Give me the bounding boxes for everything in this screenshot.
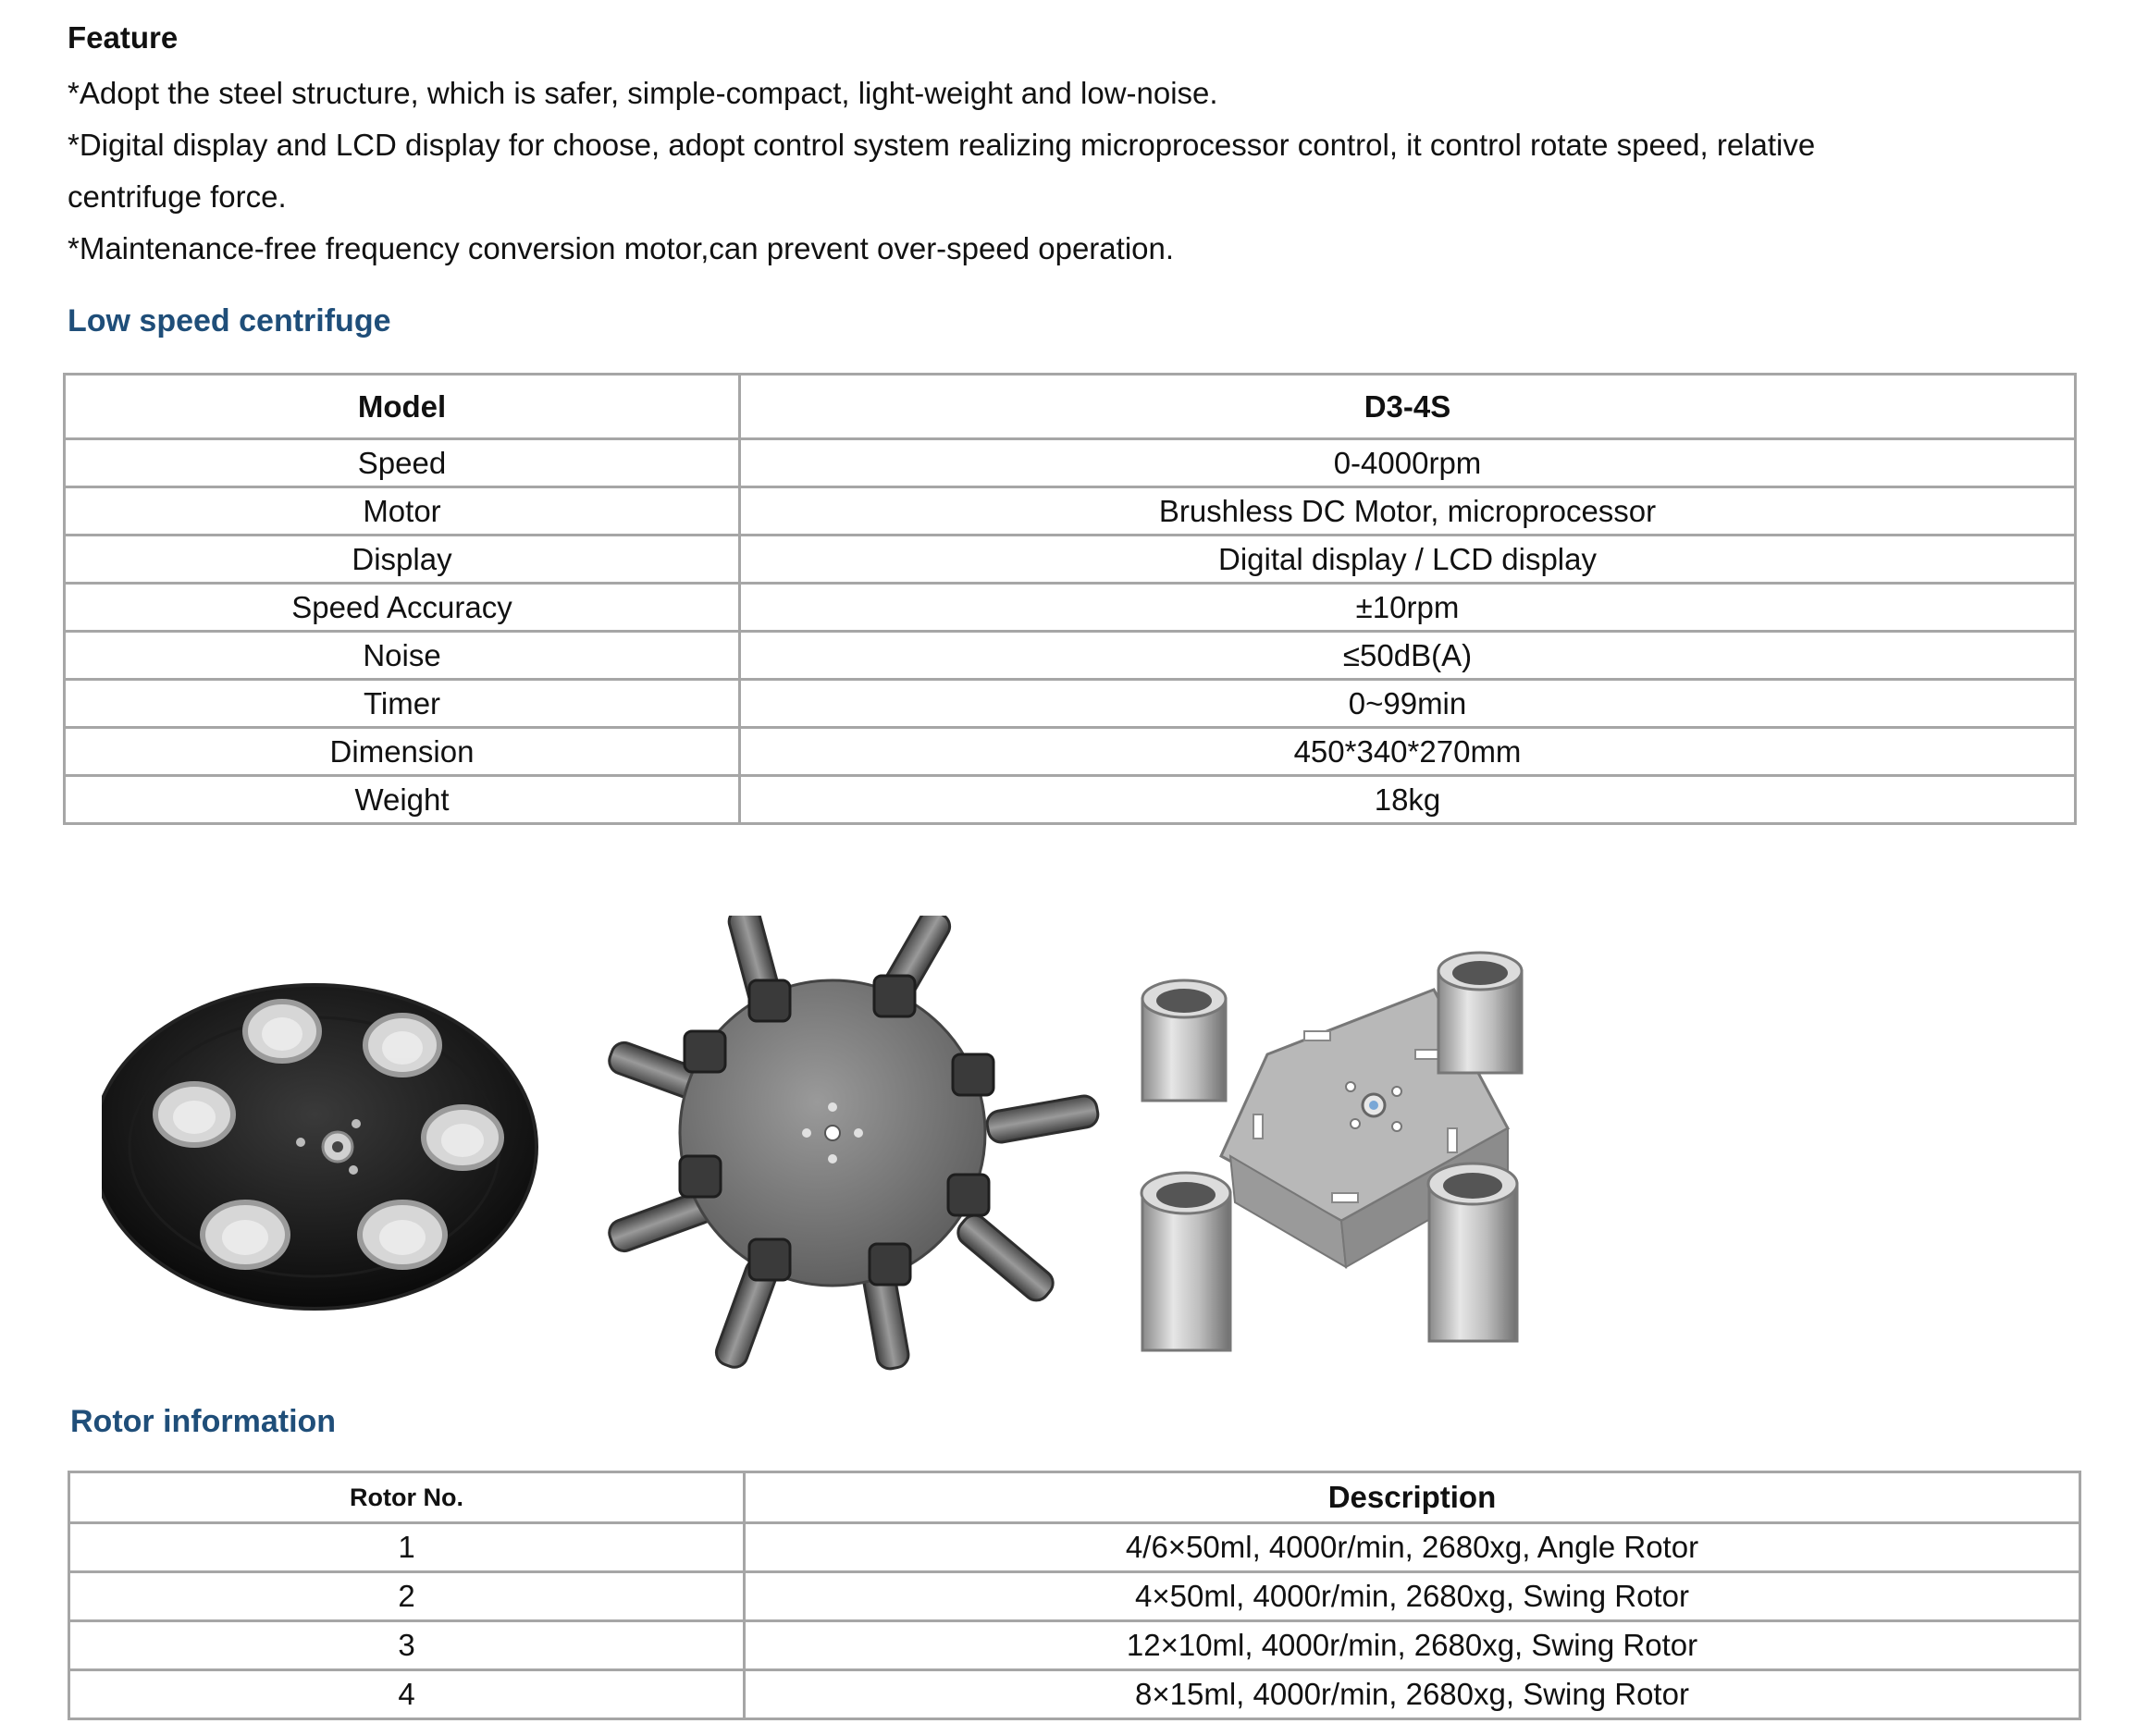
rotor-header-row: [69, 1472, 2080, 1523]
rotor-header-description: Description: [745, 1472, 2080, 1523]
spec-label: Noise: [65, 632, 740, 680]
table-row: [69, 1572, 2080, 1621]
spec-heading: Low speed centrifuge: [68, 303, 391, 339]
table-row: [65, 728, 2076, 776]
spec-value: ±10rpm: [740, 584, 2076, 632]
tube-rotor-image: [606, 916, 1100, 1371]
spec-label: Speed: [65, 439, 740, 487]
spec-value: Digital display / LCD display: [740, 536, 2076, 584]
feature-line-4: *Maintenance-free frequency conversion motor,can prevent over-speed operation.: [68, 231, 1175, 265]
spec-label: Timer: [65, 680, 740, 728]
spec-value: Brushless DC Motor, microprocessor: [740, 487, 2076, 536]
rotor-header-no: Rotor No.: [69, 1472, 745, 1523]
spec-label: Motor: [65, 487, 740, 536]
table-row: [69, 1621, 2080, 1670]
rotor-description: 4/6×50ml, 4000r/min, 2680xg, Angle Rotor: [745, 1523, 2080, 1572]
rotor-photos: [102, 916, 1563, 1378]
rotor-no: 3: [69, 1621, 745, 1670]
spec-label: Dimension: [65, 728, 740, 776]
table-row: [65, 439, 2076, 487]
rotor-heading: Rotor information: [70, 1404, 337, 1439]
spec-value: ≤50dB(A): [740, 632, 2076, 680]
spec-header-model: Model: [65, 375, 740, 439]
angle-rotor-image: [102, 985, 537, 1309]
spec-table: [63, 373, 2077, 825]
table-row: [69, 1670, 2080, 1719]
spec-value: 0-4000rpm: [740, 439, 2076, 487]
rotor-no: 2: [69, 1572, 745, 1621]
rotor-table: [68, 1471, 2081, 1720]
feature-line-2: *Digital display and LCD display for choose, adopt control system realizing microprocessor control, it control rotate speed, relative: [68, 128, 1816, 162]
rotor-no: 4: [69, 1670, 745, 1719]
bucket-rotor-image: [1142, 953, 1522, 1350]
rotor-no: 1: [69, 1523, 745, 1572]
feature-line-3: centrifuge force.: [68, 179, 287, 214]
rotor-description: 12×10ml, 4000r/min, 2680xg, Swing Rotor: [745, 1621, 2080, 1670]
table-row: [65, 632, 2076, 680]
spec-label: Weight: [65, 776, 740, 824]
rotor-description: 4×50ml, 4000r/min, 2680xg, Swing Rotor: [745, 1572, 2080, 1621]
spec-header-value: D3-4S: [740, 375, 2076, 439]
spec-label: Display: [65, 536, 740, 584]
table-row: [65, 487, 2076, 536]
spec-label: Speed Accuracy: [65, 584, 740, 632]
feature-heading: Feature: [68, 20, 179, 55]
spec-value: 18kg: [740, 776, 2076, 824]
rotor-description: 8×15ml, 4000r/min, 2680xg, Swing Rotor: [745, 1670, 2080, 1719]
table-row: [65, 536, 2076, 584]
table-row: [65, 680, 2076, 728]
spec-value: 0~99min: [740, 680, 2076, 728]
table-row: [69, 1523, 2080, 1572]
table-row: [65, 776, 2076, 824]
spec-header-row: [65, 375, 2076, 439]
spec-value: 450*340*270mm: [740, 728, 2076, 776]
feature-line-1: *Adopt the steel structure, which is safer, simple-compact, light-weight and low-noise.: [68, 76, 1218, 110]
table-row: [65, 584, 2076, 632]
